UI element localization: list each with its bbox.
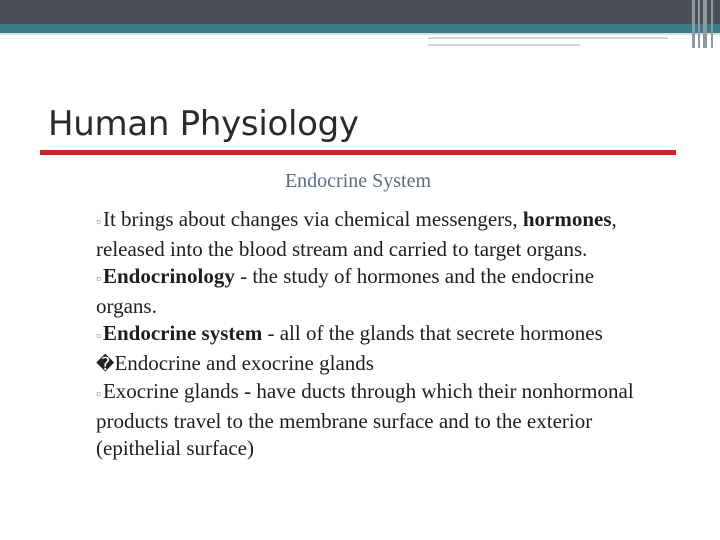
- slide-subtitle: Endocrine System: [284, 170, 432, 192]
- header-accent-line: [428, 37, 668, 39]
- bullet-list: [96, 206, 636, 462]
- bullet-text: It brings about changes via chemical messengers,: [102, 207, 523, 231]
- bullet-marker-icon: ▫: [96, 272, 101, 287]
- bullet-text: - all of the glands that secrete hormones: [262, 321, 603, 345]
- header-stripe: [0, 33, 720, 35]
- bullet-item: [96, 320, 636, 350]
- slide-title: Human Physiology: [48, 104, 359, 144]
- corner-decoration: [692, 0, 720, 48]
- bold-term: hormones: [522, 207, 612, 231]
- bullet-marker-icon: ▫: [96, 387, 101, 402]
- bullet-item: [96, 378, 636, 462]
- bullet-text: - the study of hormones and the endocrine organs.: [96, 264, 595, 318]
- bullet-text: , released into the blood stream and carried to target organs.: [96, 207, 617, 261]
- title-underline: [40, 150, 676, 155]
- header-accent-line: [428, 44, 580, 46]
- bullet-text: Endocrine and exocrine glands: [114, 351, 374, 375]
- bullet-marker-icon: ▫: [96, 329, 101, 344]
- bold-term: Endocrine system: [102, 321, 263, 345]
- header-teal-band: [0, 24, 720, 33]
- bullet-marker-icon: �: [96, 354, 115, 375]
- bullet-text: Exocrine glands - have ducts through which their nonhormonal products travel to the membrane surface and to the exterior (epithelial surface): [96, 379, 634, 460]
- bullet-item: [96, 263, 636, 320]
- bullet-marker-icon: ▫: [96, 215, 101, 230]
- bullet-item: [96, 206, 636, 263]
- header-dark-band: [0, 0, 720, 24]
- bold-term: Endocrinology: [102, 264, 235, 288]
- bullet-item: [96, 350, 636, 378]
